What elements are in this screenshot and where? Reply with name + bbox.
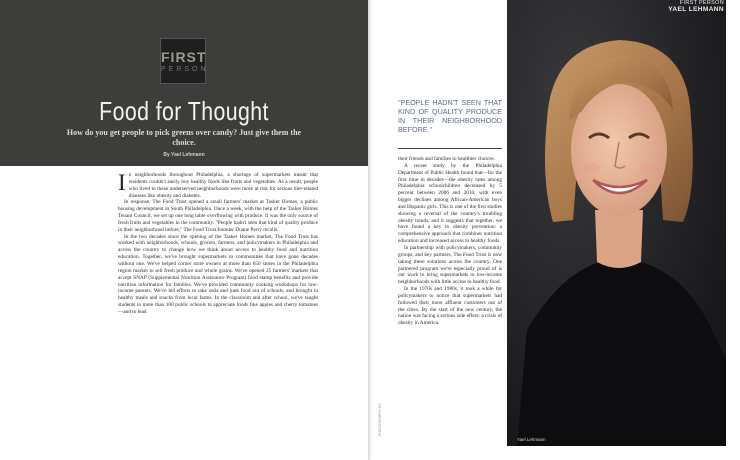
- section-header: [668, 0, 724, 14]
- left-page: [0, 0, 368, 460]
- author-name: YAEL LEHMANN: [668, 6, 724, 13]
- paragraph: In the 1970s and 1980s, it took a while for policymakers to notice that supermarkets had followed their more affluent customers out of the cities. By the start of the new century, the nation was facing a serious side effect: a crisis of obesity in America.: [398, 286, 502, 327]
- article-subtitle: How do you get people to pick greens over candy? Just give them the choice.: [66, 128, 302, 147]
- logo-line-1: FIRST: [161, 49, 207, 65]
- portrait-photo: [507, 0, 726, 446]
- right-body-column: [398, 156, 502, 327]
- paragraph-text: n neighborhoods throughout Philadelphia, a shortage of supermarkets meant that residents couldn't easily buy healthy foods like fruits and vegetables. As a result, people who lived in these underserved neighborhoods were more at risk for serious diet-related diseases like obesity and diabetes.: [128, 172, 318, 199]
- logo-line-2: PERSON: [161, 66, 209, 73]
- first-person-logo: [160, 38, 209, 84]
- pull-quote: "PEOPLE HADN'T SEEN THAT KIND OF QUALITY PRODUCE IN THEIR NEIGHBORHOOD BEFORE.": [398, 98, 502, 134]
- title-banner: [0, 0, 368, 166]
- paragraph: In partnership with policymakers, community groups, and key partners, The Food Trust is now taking these solutions across the country. One partnered program we're especially proud of is our work to bring supermarkets to low-income neighborhoods with little access to healthy food.: [398, 244, 502, 286]
- article-title: Food for Thought: [99, 96, 269, 126]
- drop-cap: I: [118, 170, 126, 195]
- paragraph: [118, 172, 318, 199]
- pull-quote-divider: [398, 148, 502, 149]
- paragraph: A recent study by the Philadelphia Department of Public Health found that—for the first time in decades—the obesity rates among Philadelphia schoolchildren decreased by 5 percent between 2006 and 2010, with even bigger declines among African-American boys and Hispanic girls. This is one of the first studies showing a reversal of the country's troubling obesity trends, and it suggests that together, we have found a key to obesity prevention: a comprehensive approach that combines nutrition education and increased access to healthy foods.: [398, 162, 502, 245]
- article-byline: By Yael Lehmann: [163, 152, 205, 158]
- portrait-illustration: [507, 0, 726, 446]
- left-body-column: [118, 172, 318, 316]
- photo-caption: Yael Lehmann: [517, 437, 546, 442]
- paragraph: In response, The Food Trust opened a small farmers' market at Tasker Homes, a public housing development in South Philadelphia. Once a week, with the help of the Tasker Homes Tenant Council, we set up one long table overflowing with produce. It was the only source of fresh fruits and vegetables in the community. "People hadn't seen that kind of quality produce in their neighborhood before," The Food Trust founder Duane Perry recalls.: [118, 199, 318, 233]
- section-label: FIRST PERSON: [679, 0, 724, 6]
- paragraph: their friends and families to healthier choices.: [398, 156, 495, 162]
- paragraph: In the two decades since the opening of the Tasker Homes market, The Food Trust has worked with neighborhoods, schools, grocers, farmers, and policymakers in Philadelphia and across the country to change how we think about access to healthy food and nutrition education. Together, we've brought supermarkets to communities that have gone decades without one. We've helped corner store owners at more than 650 stores in the Philadelphia region market to sell fresh produce and whole grains. We've opened 25 farmers' markets that accept SNAP (Supplemental Nutrition Assistance Program) food stamp benefits and provide nutrition information for families. We've provided community cooking workshops for low-income parents. We've led efforts to take soda and junk food out of schools, and brought in healthy meals and snacks from local farms. In the classroom and after school, we've taught students in more than 100 public schools to appreciate foods like apples and cherry tomatoes—and to lead: [118, 233, 318, 315]
- side-photo-credit: PHOTOGRAPHY BY: [378, 403, 382, 436]
